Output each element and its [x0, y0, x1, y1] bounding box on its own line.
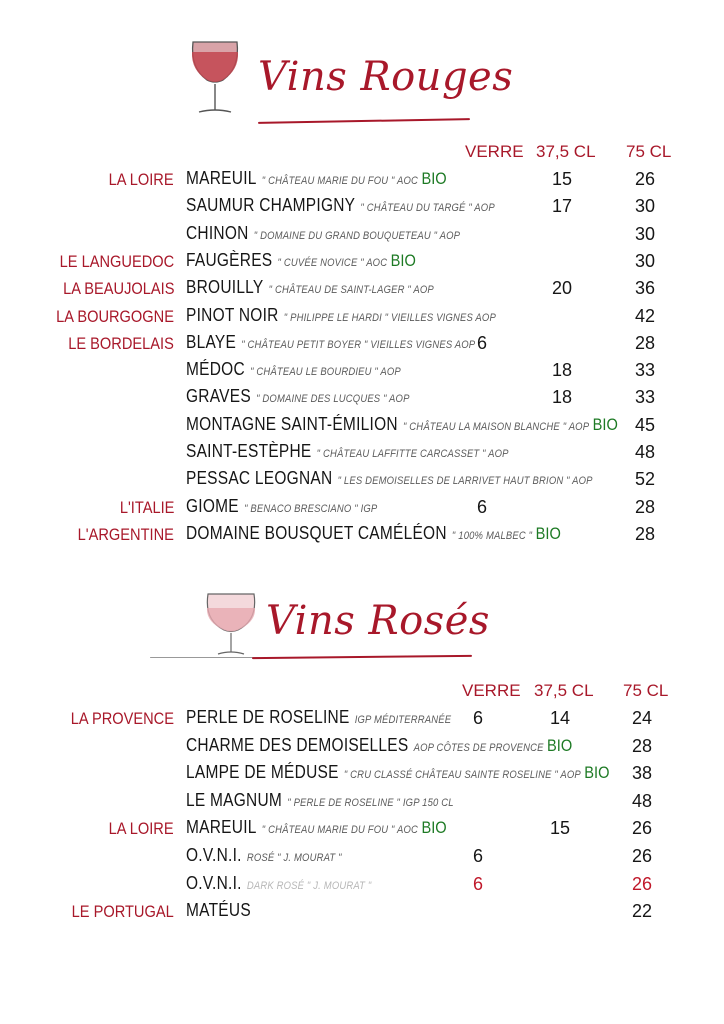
wine-row: [0, 899, 724, 926]
price-75cl: 26: [631, 818, 653, 839]
price-75cl: 38: [631, 763, 653, 784]
wine-name: PERLE DE ROSELINE: [186, 707, 350, 727]
price-verre: 6: [476, 496, 487, 517]
price-37-5cl: 17: [551, 196, 573, 217]
wine-line: [186, 817, 447, 838]
wine-line: [186, 707, 451, 728]
header-37-5cl: 37,5 CL: [534, 681, 594, 700]
price-verre: 6: [472, 708, 483, 728]
price-75cl: 28: [634, 332, 656, 353]
region-label: LA LOIRE: [108, 819, 174, 839]
wine-detail: " PHILIPPE LE HARDI " VIEILLES VIGNES AOP: [283, 311, 496, 324]
region-label: LA LOIRE: [108, 170, 174, 189]
wine-detail: " CHÂTEAU MARIE DU FOU " AOC: [261, 175, 419, 187]
wine-detail: " CHÂTEAU PETIT BOYER " VIEILLES VIGNES AOP: [241, 338, 476, 351]
region-label: LA BOURGOGNE: [56, 306, 174, 326]
price-75cl: 33: [634, 387, 656, 408]
region-label: LA PROVENCE: [70, 709, 174, 728]
region-label: LE LANGUEDOC: [59, 251, 174, 271]
wine-detail: ROSÉ " J. MOURAT ": [246, 852, 342, 864]
price-37-5cl: 18: [551, 387, 573, 408]
price-75cl: 28: [631, 735, 653, 756]
region-label: LA BEAUJOLAIS: [62, 279, 174, 299]
wine-name: DOMAINE BOUSQUET CAMÉLÉON: [186, 522, 447, 543]
bio-badge: BIO: [584, 763, 610, 783]
price-37-5cl: 15: [551, 169, 573, 189]
wine-name: MONTAGNE SAINT-ÉMILION: [186, 413, 398, 434]
price-75cl: 52: [634, 469, 656, 490]
price-verre: 6: [472, 873, 483, 894]
price-37-5cl: 15: [549, 818, 571, 839]
wine-detail: " LES DEMOISELLES DE LARRIVET HAUT BRION " AOP: [337, 475, 593, 488]
title-underline: [252, 655, 472, 659]
wine-detail: " 100% MALBEC ": [451, 529, 533, 542]
region-label: L'ARGENTINE: [77, 524, 174, 544]
wine-line: [186, 845, 342, 866]
bio-badge: BIO: [547, 735, 573, 755]
bio-badge: BIO: [592, 414, 618, 434]
price-75cl: 48: [631, 790, 653, 811]
wine-detail: " DOMAINE DES LUCQUES " AOP: [256, 393, 410, 406]
wine-name: MÉDOC: [186, 359, 245, 380]
price-75cl: 28: [634, 496, 656, 517]
wine-row: [0, 816, 724, 843]
bio-badge: BIO: [421, 169, 447, 188]
wine-detail: " BENACO BRESCIANO " IGP: [244, 502, 378, 515]
wine-detail: " CRU CLASSÉ CHÂTEAU SAINTE ROSELINE " AOP: [343, 769, 581, 782]
wine-line: [186, 735, 572, 756]
wine-name: GIOME: [186, 495, 239, 516]
wine-line: [186, 900, 251, 921]
bio-badge: BIO: [390, 250, 416, 270]
price-verre: 6: [476, 332, 487, 353]
region-label: LE BORDELAIS: [68, 333, 174, 353]
wine-row: [0, 761, 724, 788]
wine-row: [0, 734, 724, 761]
sketch-line: [150, 657, 260, 658]
price-37-5cl: 20: [551, 278, 573, 299]
header-verre: VERRE: [462, 681, 521, 700]
price-75cl: 33: [634, 360, 656, 381]
price-75cl: 24: [631, 708, 653, 728]
wine-name: LAMPE DE MÉDUSE: [186, 762, 339, 783]
wine-row: [0, 706, 724, 733]
wine-detail: IGP MÉDITERRANÉE: [354, 714, 452, 726]
wine-detail: " CHÂTEAU MARIE DU FOU " AOC: [261, 824, 419, 837]
price-75cl: 30: [634, 250, 656, 271]
header-75cl: 75 CL: [626, 142, 672, 161]
wine-name: O.V.N.I.: [186, 872, 242, 893]
header-verre: VERRE: [465, 142, 524, 161]
price-75cl: 26: [634, 169, 656, 189]
price-75cl: 22: [631, 901, 653, 922]
wine-name: FAUGÈRES: [186, 249, 273, 270]
wine-detail: " CHÂTEAU LAFFITTE CARCASSET " AOP: [316, 448, 509, 460]
wine-name: BROUILLY: [186, 277, 264, 298]
wine-line: [186, 873, 371, 894]
wine-name: PINOT NOIR: [186, 304, 279, 325]
price-75cl: 48: [634, 442, 656, 462]
wine-name: SAUMUR CHAMPIGNY: [186, 195, 356, 216]
bio-badge: BIO: [421, 818, 447, 838]
wine-name: MATÉUS: [186, 900, 251, 921]
price-75cl: 45: [634, 414, 656, 435]
wine-name: SAINT-ESTÈPHE: [186, 441, 312, 461]
price-75cl: 26: [631, 873, 653, 894]
wine-detail: " PERLE DE ROSELINE " IGP 150 CL: [287, 796, 454, 809]
wine-detail: " CHÂTEAU DU TARGÉ " AOP: [360, 202, 495, 215]
region-label: LE PORTUGAL: [71, 902, 174, 922]
wine-detail: " CHÂTEAU DE SAINT-LAGER " AOP: [268, 284, 434, 297]
price-75cl: 36: [634, 278, 656, 299]
wine-detail: " CHÂTEAU LA MAISON BLANCHE " AOP: [402, 420, 590, 433]
wine-row: [0, 872, 724, 899]
wine-glass-rose-icon: [196, 590, 266, 660]
wine-name: CHARME DES DEMOISELLES: [186, 734, 409, 755]
wine-detail: DARK ROSÉ " J. MOURAT ": [246, 879, 372, 892]
wine-line: [186, 790, 454, 811]
wine-detail: " DOMAINE DU GRAND BOUQUETEAU " AOP: [253, 229, 461, 242]
wine-name: CHINON: [186, 222, 249, 243]
wine-row: [0, 789, 724, 816]
price-37-5cl: 14: [549, 708, 571, 728]
price-75cl: 30: [634, 223, 656, 244]
section-title: Vins Rosés: [266, 598, 490, 644]
region-label: L'ITALIE: [119, 497, 174, 517]
price-75cl: 28: [634, 523, 656, 544]
price-37-5cl: 18: [551, 360, 573, 381]
wine-name: MAREUIL: [186, 168, 257, 188]
section-title: Vins Rouges: [258, 54, 514, 100]
wine-detail: " CUVÉE NOVICE " AOC: [277, 256, 388, 269]
bio-badge: BIO: [535, 523, 561, 543]
price-75cl: 42: [634, 305, 656, 326]
wine-detail: AOP CÔTES DE PROVENCE: [413, 741, 544, 754]
wine-name: GRAVES: [186, 386, 251, 407]
wine-name: O.V.N.I.: [186, 845, 242, 865]
wine-name: BLAYE: [186, 331, 237, 352]
wine-name: MAREUIL: [186, 817, 257, 838]
wine-name: LE MAGNUM: [186, 789, 283, 810]
wine-row: [0, 844, 724, 871]
price-verre: 6: [472, 846, 483, 866]
price-75cl: 26: [631, 846, 653, 866]
header-37-5cl: 37,5 CL: [536, 142, 596, 161]
header-75cl: 75 CL: [623, 681, 669, 700]
price-75cl: 30: [634, 196, 656, 217]
wine-line: [186, 762, 609, 783]
wine-detail: " CHÂTEAU LE BOURDIEU " AOP: [250, 366, 401, 379]
wine-name: PESSAC LEOGNAN: [186, 468, 333, 489]
